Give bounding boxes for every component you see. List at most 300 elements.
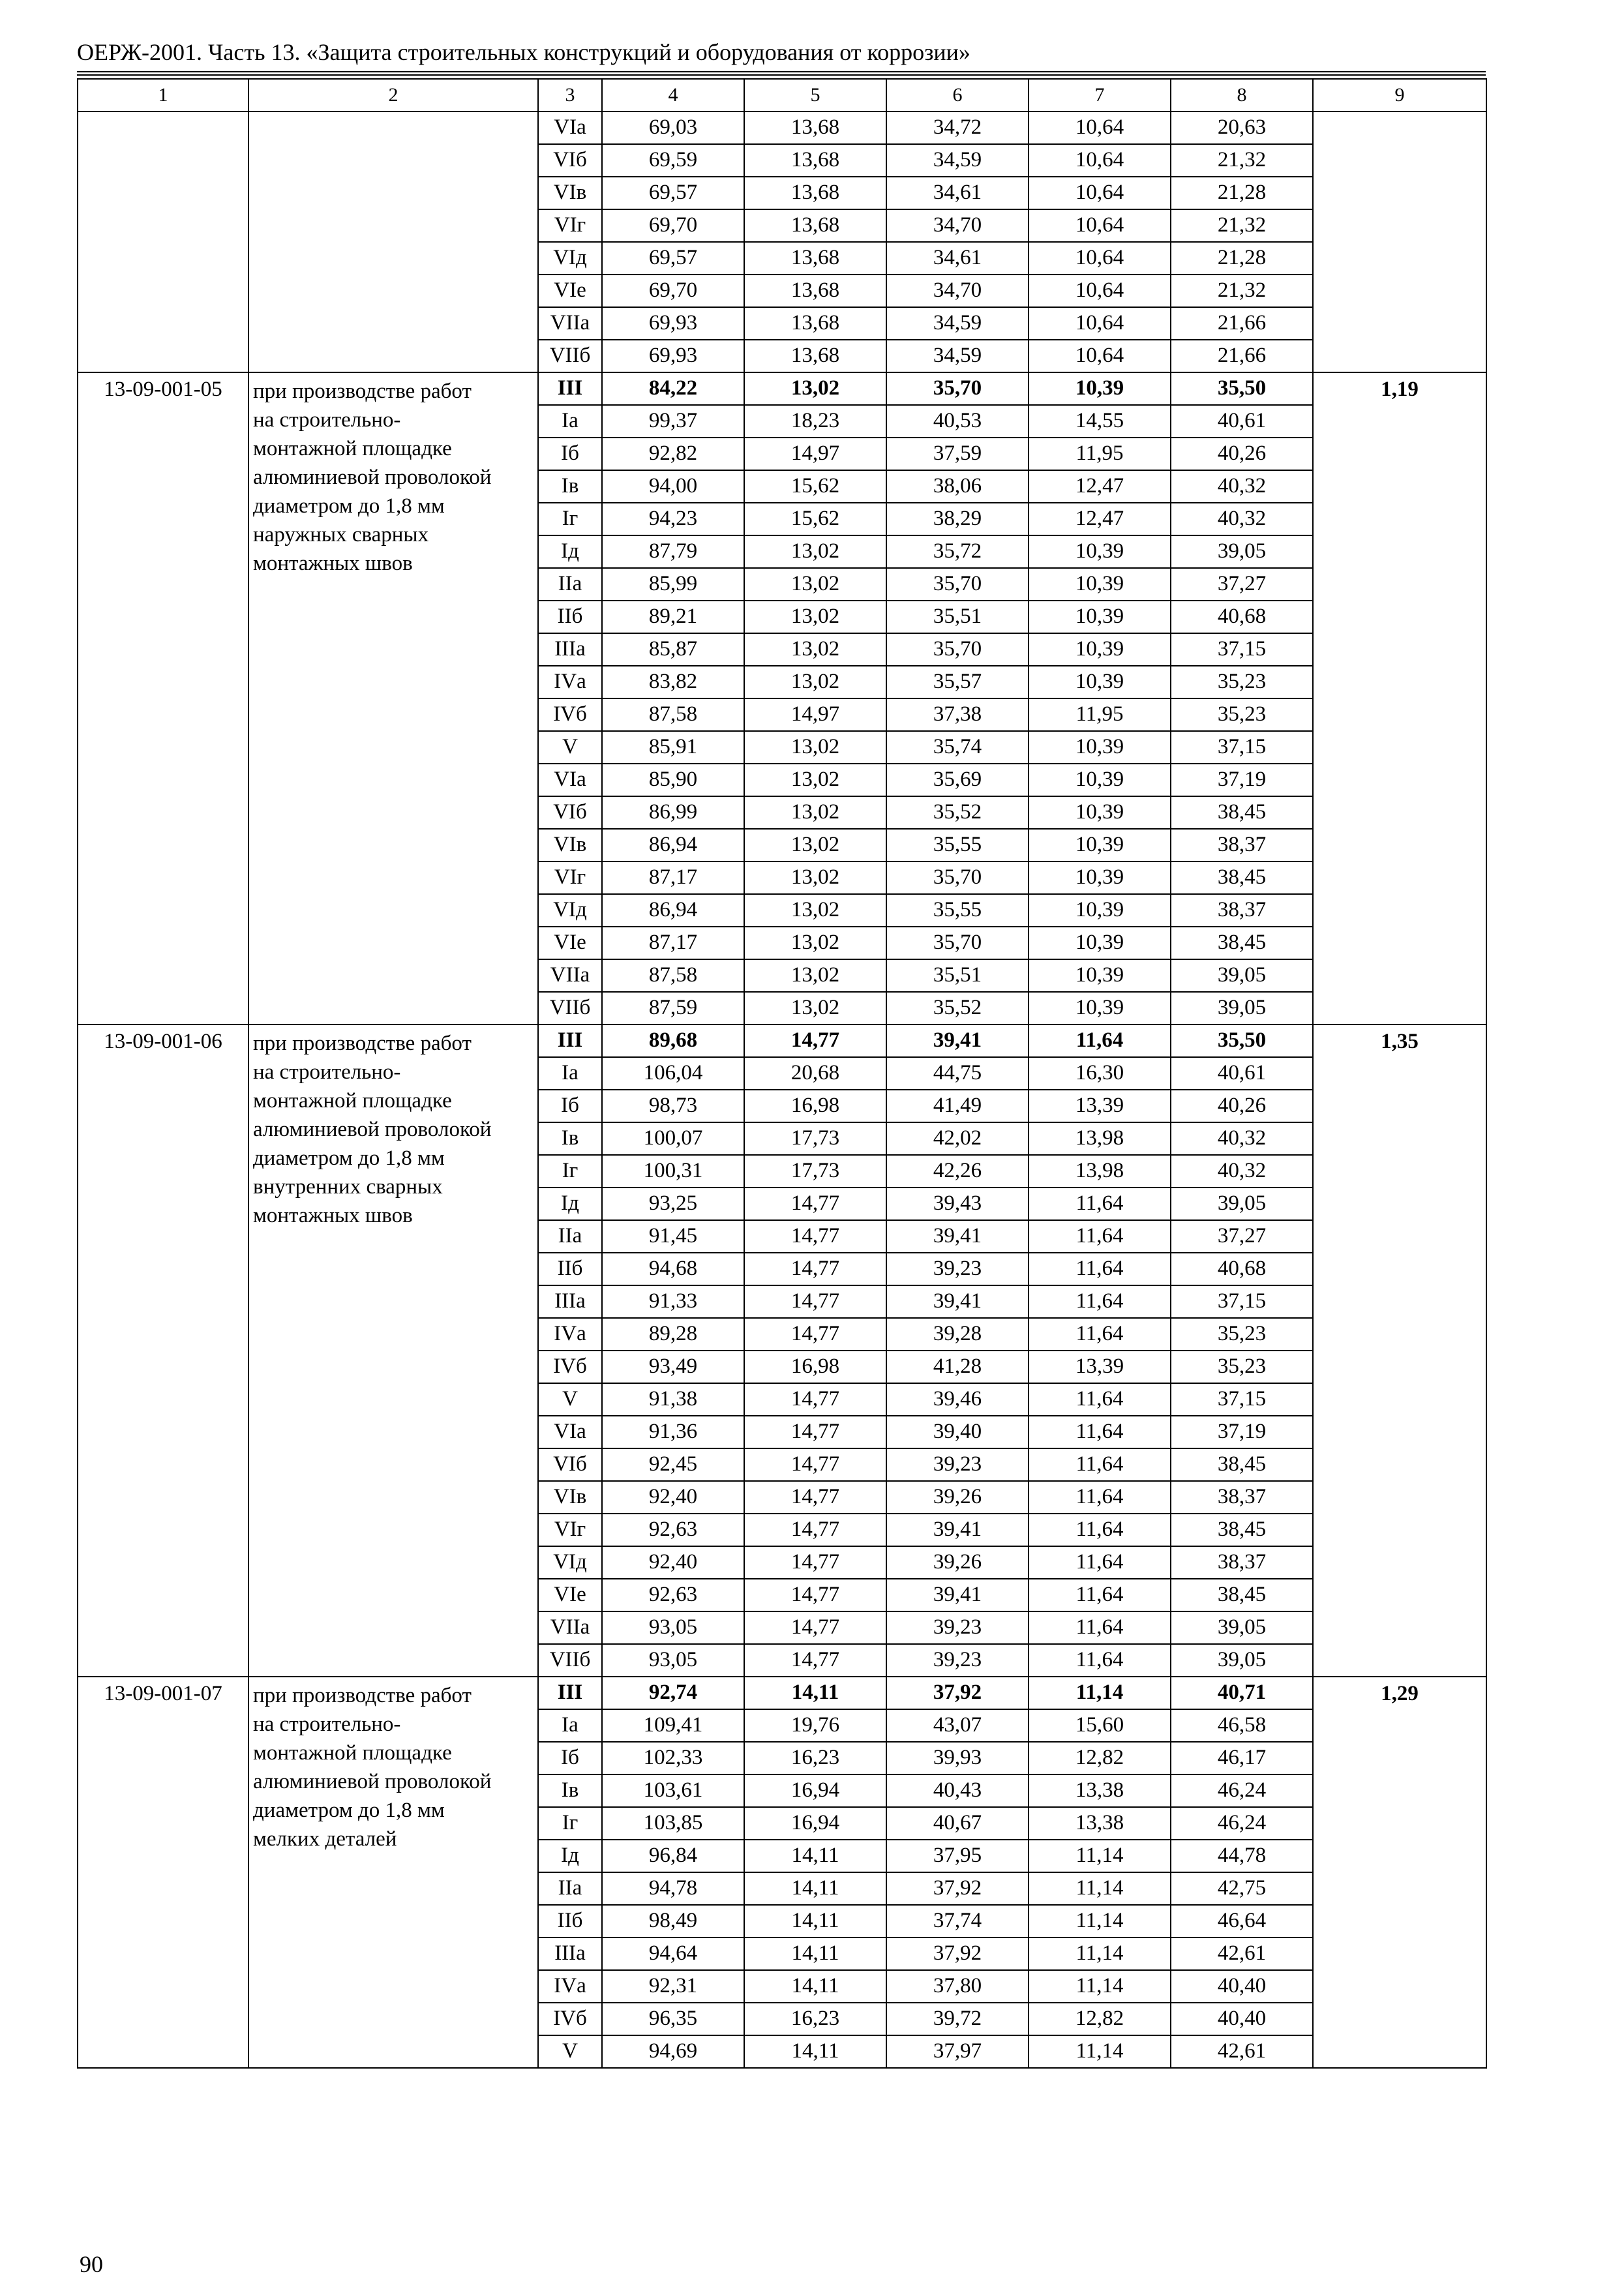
rate-code: 13-09-001-05 <box>78 372 248 1025</box>
value-cell: 39,05 <box>1171 1611 1313 1644</box>
value-cell: 89,28 <box>602 1318 744 1351</box>
value-cell: 92,45 <box>602 1448 744 1481</box>
value-cell: 69,59 <box>602 144 744 177</box>
value-cell: 40,32 <box>1171 503 1313 535</box>
value-cell: 12,82 <box>1029 2003 1171 2035</box>
description-line: мелких деталей <box>253 1827 397 1851</box>
value-cell: 21,66 <box>1171 340 1313 372</box>
value-cell: 20,63 <box>1171 112 1313 144</box>
value-cell: 16,98 <box>744 1090 886 1122</box>
value-cell: 40,40 <box>1171 2003 1313 2035</box>
rate-description <box>248 112 538 372</box>
description-line: диаметром до 1,8 мм <box>253 1799 445 1822</box>
value-cell: 39,05 <box>1171 1188 1313 1220</box>
zone-cell: Iд <box>538 1840 602 1872</box>
value-cell: 92,63 <box>602 1514 744 1546</box>
table-body <box>78 112 1486 2068</box>
zone-cell: IIа <box>538 1220 602 1253</box>
value-cell: 21,32 <box>1171 275 1313 307</box>
value-cell: 91,36 <box>602 1416 744 1448</box>
value-cell: 35,23 <box>1171 1351 1313 1383</box>
value-cell: 34,61 <box>886 242 1029 275</box>
value-cell: 11,95 <box>1029 698 1171 731</box>
value-cell: 11,64 <box>1029 1644 1171 1677</box>
zone-cell: VIе <box>538 275 602 307</box>
zone-cell: VIб <box>538 144 602 177</box>
description-line: диаметром до 1,8 мм <box>253 1146 445 1170</box>
zone-cell: Iв <box>538 1122 602 1155</box>
value-cell: 91,38 <box>602 1383 744 1416</box>
zone-cell: IIа <box>538 1872 602 1905</box>
zone-cell: Iг <box>538 1155 602 1188</box>
value-cell: 11,64 <box>1029 1481 1171 1514</box>
value-cell: 93,05 <box>602 1611 744 1644</box>
value-cell: 100,07 <box>602 1122 744 1155</box>
value-cell: 37,27 <box>1171 568 1313 601</box>
zone-cell: VIд <box>538 1546 602 1579</box>
value-cell: 14,77 <box>744 1579 886 1611</box>
value-cell: 35,57 <box>886 666 1029 698</box>
zone-cell: VIIб <box>538 992 602 1025</box>
zone-cell: Iб <box>538 1742 602 1774</box>
zone-cell: IVб <box>538 2003 602 2035</box>
value-cell: 39,41 <box>886 1025 1029 1057</box>
value-cell: 35,55 <box>886 829 1029 861</box>
zone-cell: V <box>538 1383 602 1416</box>
value-cell: 35,23 <box>1171 698 1313 731</box>
value-cell: 92,63 <box>602 1579 744 1611</box>
value-cell: 35,70 <box>886 372 1029 405</box>
zone-cell: VIе <box>538 1579 602 1611</box>
coefficient-cell: 1,35 <box>1313 1025 1486 1677</box>
zone-cell: IIб <box>538 601 602 633</box>
value-cell: 91,45 <box>602 1220 744 1253</box>
value-cell: 10,64 <box>1029 242 1171 275</box>
value-cell: 13,02 <box>744 894 886 927</box>
value-cell: 34,61 <box>886 177 1029 209</box>
zone-cell: VIв <box>538 1481 602 1514</box>
value-cell: 93,05 <box>602 1644 744 1677</box>
zone-cell: Iг <box>538 1807 602 1840</box>
value-cell: 10,39 <box>1029 894 1171 927</box>
value-cell: 34,70 <box>886 275 1029 307</box>
value-cell: 39,05 <box>1171 992 1313 1025</box>
value-cell: 40,26 <box>1171 1090 1313 1122</box>
description-line: диаметром до 1,8 мм <box>253 494 445 518</box>
value-cell: 34,70 <box>886 209 1029 242</box>
zone-cell: IVа <box>538 666 602 698</box>
value-cell: 10,64 <box>1029 177 1171 209</box>
value-cell: 84,22 <box>602 372 744 405</box>
value-cell: 87,58 <box>602 698 744 731</box>
value-cell: 39,46 <box>886 1383 1029 1416</box>
value-cell: 40,32 <box>1171 470 1313 503</box>
value-cell: 37,19 <box>1171 764 1313 796</box>
value-cell: 16,98 <box>744 1351 886 1383</box>
value-cell: 91,33 <box>602 1285 744 1318</box>
value-cell: 13,02 <box>744 535 886 568</box>
value-cell: 16,23 <box>744 2003 886 2035</box>
zone-cell: VIб <box>538 796 602 829</box>
zone-cell: Iв <box>538 470 602 503</box>
zone-cell: III <box>538 1025 602 1057</box>
value-cell: 13,68 <box>744 242 886 275</box>
value-cell: 37,97 <box>886 2035 1029 2068</box>
value-cell: 12,82 <box>1029 1742 1171 1774</box>
value-cell: 38,45 <box>1171 796 1313 829</box>
value-cell: 14,11 <box>744 1937 886 1970</box>
table-row <box>78 372 1486 405</box>
value-cell: 109,41 <box>602 1709 744 1742</box>
zone-cell: Iв <box>538 1774 602 1807</box>
value-cell: 16,94 <box>744 1807 886 1840</box>
value-cell: 85,99 <box>602 568 744 601</box>
rates-table <box>77 78 1487 2069</box>
value-cell: 11,14 <box>1029 1872 1171 1905</box>
value-cell: 37,19 <box>1171 1416 1313 1448</box>
value-cell: 13,02 <box>744 861 886 894</box>
table-row <box>78 1677 1486 1709</box>
value-cell: 13,38 <box>1029 1807 1171 1840</box>
zone-cell: VIб <box>538 1448 602 1481</box>
coefficient-cell <box>1313 112 1486 372</box>
zone-cell: VIIа <box>538 307 602 340</box>
value-cell: 10,39 <box>1029 796 1171 829</box>
value-cell: 38,29 <box>886 503 1029 535</box>
value-cell: 94,23 <box>602 503 744 535</box>
value-cell: 15,60 <box>1029 1709 1171 1742</box>
page-header-title: ОЕРЖ-2001. Часть 13. «Защита строительных конструкций и оборудования от коррозии» <box>77 39 970 65</box>
zone-cell: IIб <box>538 1905 602 1937</box>
value-cell: 37,74 <box>886 1905 1029 1937</box>
value-cell: 13,02 <box>744 666 886 698</box>
value-cell: 16,94 <box>744 1774 886 1807</box>
value-cell: 40,32 <box>1171 1155 1313 1188</box>
value-cell: 11,95 <box>1029 438 1171 470</box>
value-cell: 40,67 <box>886 1807 1029 1840</box>
value-cell: 13,68 <box>744 112 886 144</box>
value-cell: 14,11 <box>744 1840 886 1872</box>
description-line: наружных сварных <box>253 523 429 546</box>
zone-cell: VIIб <box>538 1644 602 1677</box>
value-cell: 40,61 <box>1171 405 1313 438</box>
description-line: монтажной площадке <box>253 437 452 460</box>
value-cell: 39,05 <box>1171 959 1313 992</box>
value-cell: 13,02 <box>744 731 886 764</box>
value-cell: 10,39 <box>1029 959 1171 992</box>
value-cell: 35,69 <box>886 764 1029 796</box>
zone-cell: Iа <box>538 1709 602 1742</box>
zone-cell: IVб <box>538 1351 602 1383</box>
value-cell: 13,68 <box>744 209 886 242</box>
rate-description <box>248 1677 538 2068</box>
value-cell: 11,14 <box>1029 1840 1171 1872</box>
value-cell: 14,77 <box>744 1546 886 1579</box>
value-cell: 14,11 <box>744 2035 886 2068</box>
description-line: при производстве работ <box>253 1684 472 1707</box>
value-cell: 17,73 <box>744 1122 886 1155</box>
column-number: 9 <box>1313 79 1486 112</box>
value-cell: 14,77 <box>744 1481 886 1514</box>
value-cell: 38,37 <box>1171 829 1313 861</box>
value-cell: 40,71 <box>1171 1677 1313 1709</box>
value-cell: 10,39 <box>1029 829 1171 861</box>
value-cell: 12,47 <box>1029 470 1171 503</box>
value-cell: 35,23 <box>1171 1318 1313 1351</box>
rate-code: 13-09-001-06 <box>78 1025 248 1677</box>
column-number: 8 <box>1171 79 1313 112</box>
value-cell: 14,11 <box>744 1872 886 1905</box>
value-cell: 42,02 <box>886 1122 1029 1155</box>
value-cell: 93,25 <box>602 1188 744 1220</box>
value-cell: 94,64 <box>602 1937 744 1970</box>
value-cell: 35,23 <box>1171 666 1313 698</box>
zone-cell: V <box>538 731 602 764</box>
table-row <box>78 1025 1486 1057</box>
value-cell: 86,94 <box>602 829 744 861</box>
value-cell: 18,23 <box>744 405 886 438</box>
description-line: монтажных швов <box>253 1204 413 1227</box>
value-cell: 38,45 <box>1171 1579 1313 1611</box>
value-cell: 37,92 <box>886 1937 1029 1970</box>
value-cell: 11,64 <box>1029 1285 1171 1318</box>
value-cell: 11,64 <box>1029 1383 1171 1416</box>
value-cell: 39,23 <box>886 1448 1029 1481</box>
value-cell: 92,74 <box>602 1677 744 1709</box>
rate-code <box>78 112 248 372</box>
value-cell: 42,26 <box>886 1155 1029 1188</box>
value-cell: 11,14 <box>1029 1905 1171 1937</box>
value-cell: 40,43 <box>886 1774 1029 1807</box>
zone-cell: IIIа <box>538 1285 602 1318</box>
value-cell: 34,59 <box>886 307 1029 340</box>
value-cell: 86,99 <box>602 796 744 829</box>
value-cell: 40,32 <box>1171 1122 1313 1155</box>
value-cell: 16,23 <box>744 1742 886 1774</box>
value-cell: 10,39 <box>1029 601 1171 633</box>
value-cell: 13,02 <box>744 764 886 796</box>
description-line: монтажной площадке <box>253 1089 452 1113</box>
value-cell: 40,53 <box>886 405 1029 438</box>
value-cell: 21,32 <box>1171 209 1313 242</box>
value-cell: 14,77 <box>744 1285 886 1318</box>
value-cell: 14,77 <box>744 1644 886 1677</box>
zone-cell: VIIа <box>538 1611 602 1644</box>
value-cell: 96,35 <box>602 2003 744 2035</box>
zone-cell: Iд <box>538 535 602 568</box>
value-cell: 103,85 <box>602 1807 744 1840</box>
value-cell: 98,73 <box>602 1090 744 1122</box>
value-cell: 39,41 <box>886 1220 1029 1253</box>
value-cell: 87,59 <box>602 992 744 1025</box>
value-cell: 37,92 <box>886 1677 1029 1709</box>
value-cell: 69,03 <box>602 112 744 144</box>
value-cell: 38,06 <box>886 470 1029 503</box>
value-cell: 10,64 <box>1029 307 1171 340</box>
coefficient-cell: 1,29 <box>1313 1677 1486 2068</box>
value-cell: 39,23 <box>886 1644 1029 1677</box>
value-cell: 21,66 <box>1171 307 1313 340</box>
value-cell: 14,77 <box>744 1318 886 1351</box>
value-cell: 35,70 <box>886 927 1029 959</box>
value-cell: 103,61 <box>602 1774 744 1807</box>
value-cell: 14,11 <box>744 1905 886 1937</box>
value-cell: 35,70 <box>886 861 1029 894</box>
value-cell: 10,39 <box>1029 731 1171 764</box>
value-cell: 13,68 <box>744 177 886 209</box>
value-cell: 38,45 <box>1171 1514 1313 1546</box>
value-cell: 94,68 <box>602 1253 744 1285</box>
zone-cell: VIа <box>538 112 602 144</box>
value-cell: 92,82 <box>602 438 744 470</box>
value-cell: 69,93 <box>602 340 744 372</box>
column-number: 6 <box>886 79 1029 112</box>
value-cell: 14,97 <box>744 438 886 470</box>
value-cell: 10,39 <box>1029 992 1171 1025</box>
value-cell: 37,15 <box>1171 1383 1313 1416</box>
value-cell: 10,64 <box>1029 275 1171 307</box>
value-cell: 10,64 <box>1029 112 1171 144</box>
value-cell: 13,02 <box>744 633 886 666</box>
zone-cell: VIг <box>538 861 602 894</box>
value-cell: 13,02 <box>744 796 886 829</box>
value-cell: 39,72 <box>886 2003 1029 2035</box>
zone-cell: VIд <box>538 242 602 275</box>
value-cell: 38,45 <box>1171 861 1313 894</box>
value-cell: 92,40 <box>602 1481 744 1514</box>
value-cell: 11,14 <box>1029 1970 1171 2003</box>
zone-cell: VIг <box>538 1514 602 1546</box>
value-cell: 35,72 <box>886 535 1029 568</box>
value-cell: 10,39 <box>1029 633 1171 666</box>
value-cell: 17,73 <box>744 1155 886 1188</box>
value-cell: 37,15 <box>1171 731 1313 764</box>
zone-cell: V <box>538 2035 602 2068</box>
value-cell: 94,78 <box>602 1872 744 1905</box>
value-cell: 11,64 <box>1029 1579 1171 1611</box>
value-cell: 11,14 <box>1029 1937 1171 1970</box>
value-cell: 14,77 <box>744 1220 886 1253</box>
value-cell: 40,68 <box>1171 1253 1313 1285</box>
zone-cell: VIг <box>538 209 602 242</box>
value-cell: 11,64 <box>1029 1253 1171 1285</box>
value-cell: 10,39 <box>1029 568 1171 601</box>
value-cell: 37,92 <box>886 1872 1029 1905</box>
value-cell: 93,49 <box>602 1351 744 1383</box>
value-cell: 10,64 <box>1029 340 1171 372</box>
value-cell: 42,75 <box>1171 1872 1313 1905</box>
value-cell: 39,93 <box>886 1742 1029 1774</box>
value-cell: 83,82 <box>602 666 744 698</box>
value-cell: 10,39 <box>1029 927 1171 959</box>
value-cell: 13,02 <box>744 992 886 1025</box>
zone-cell: VIв <box>538 177 602 209</box>
value-cell: 16,30 <box>1029 1057 1171 1090</box>
column-number-row <box>78 79 1486 112</box>
zone-cell: IIб <box>538 1253 602 1285</box>
value-cell: 21,28 <box>1171 177 1313 209</box>
value-cell: 40,26 <box>1171 438 1313 470</box>
value-cell: 87,17 <box>602 861 744 894</box>
zone-cell: VIа <box>538 1416 602 1448</box>
value-cell: 46,24 <box>1171 1807 1313 1840</box>
value-cell: 13,39 <box>1029 1090 1171 1122</box>
value-cell: 11,64 <box>1029 1546 1171 1579</box>
zone-cell: VIа <box>538 764 602 796</box>
value-cell: 21,28 <box>1171 242 1313 275</box>
value-cell: 39,23 <box>886 1253 1029 1285</box>
value-cell: 41,49 <box>886 1090 1029 1122</box>
value-cell: 39,40 <box>886 1416 1029 1448</box>
value-cell: 94,00 <box>602 470 744 503</box>
zone-cell: VIд <box>538 894 602 927</box>
value-cell: 13,39 <box>1029 1351 1171 1383</box>
description-line: алюминиевой проволокой <box>253 466 492 489</box>
value-cell: 10,39 <box>1029 372 1171 405</box>
coefficient-cell: 1,19 <box>1313 372 1486 1025</box>
description-line: на строительно- <box>253 1713 401 1736</box>
value-cell: 41,28 <box>886 1351 1029 1383</box>
value-cell: 39,41 <box>886 1285 1029 1318</box>
rate-description <box>248 1025 538 1677</box>
value-cell: 89,68 <box>602 1025 744 1057</box>
value-cell: 106,04 <box>602 1057 744 1090</box>
value-cell: 39,43 <box>886 1188 1029 1220</box>
value-cell: 40,68 <box>1171 601 1313 633</box>
value-cell: 39,05 <box>1171 1644 1313 1677</box>
value-cell: 10,39 <box>1029 764 1171 796</box>
value-cell: 102,33 <box>602 1742 744 1774</box>
value-cell: 39,05 <box>1171 535 1313 568</box>
value-cell: 37,15 <box>1171 633 1313 666</box>
description-line: алюминиевой проволокой <box>253 1118 492 1141</box>
value-cell: 13,02 <box>744 959 886 992</box>
value-cell: 46,17 <box>1171 1742 1313 1774</box>
value-cell: 85,90 <box>602 764 744 796</box>
value-cell: 39,26 <box>886 1481 1029 1514</box>
value-cell: 87,17 <box>602 927 744 959</box>
header-double-rule <box>77 71 1486 76</box>
value-cell: 11,64 <box>1029 1514 1171 1546</box>
value-cell: 10,64 <box>1029 209 1171 242</box>
value-cell: 37,27 <box>1171 1220 1313 1253</box>
value-cell: 13,98 <box>1029 1122 1171 1155</box>
value-cell: 13,68 <box>744 307 886 340</box>
value-cell: 14,77 <box>744 1253 886 1285</box>
value-cell: 35,50 <box>1171 372 1313 405</box>
description-line: на строительно- <box>253 408 401 432</box>
zone-cell: IVб <box>538 698 602 731</box>
value-cell: 34,72 <box>886 112 1029 144</box>
column-number: 2 <box>248 79 538 112</box>
zone-cell: Iг <box>538 503 602 535</box>
value-cell: 13,68 <box>744 340 886 372</box>
value-cell: 38,37 <box>1171 1481 1313 1514</box>
value-cell: 12,47 <box>1029 503 1171 535</box>
zone-cell: Iб <box>538 438 602 470</box>
value-cell: 35,55 <box>886 894 1029 927</box>
value-cell: 39,26 <box>886 1546 1029 1579</box>
value-cell: 14,77 <box>744 1611 886 1644</box>
value-cell: 14,77 <box>744 1416 886 1448</box>
value-cell: 14,11 <box>744 1677 886 1709</box>
value-cell: 14,11 <box>744 1970 886 2003</box>
value-cell: 87,79 <box>602 535 744 568</box>
value-cell: 11,14 <box>1029 2035 1171 2068</box>
value-cell: 13,38 <box>1029 1774 1171 1807</box>
value-cell: 11,64 <box>1029 1448 1171 1481</box>
rate-description <box>248 372 538 1025</box>
